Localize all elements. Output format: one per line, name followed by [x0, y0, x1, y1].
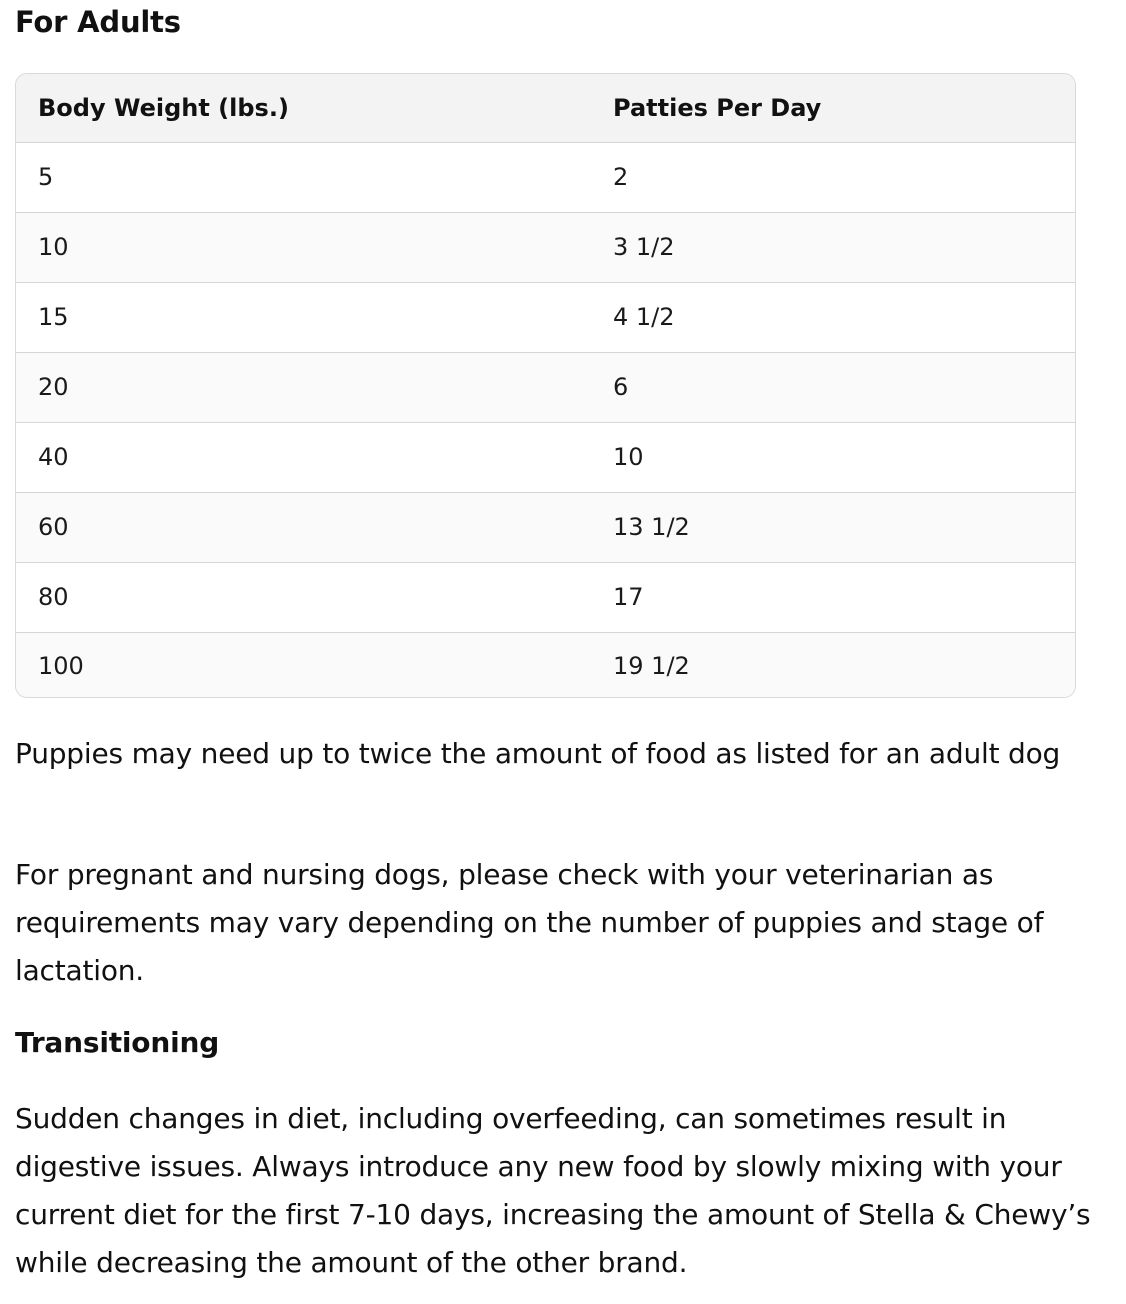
cell-body-weight: 20: [16, 352, 591, 422]
cell-body-weight: 15: [16, 282, 591, 352]
puppies-note: Puppies may need up to twice the amount of food as listed for an adult dog: [15, 737, 1061, 770]
feeding-table-container: [15, 73, 1076, 698]
cell-patties-per-day: 3 1/2: [591, 212, 1075, 282]
cell-patties-per-day: 10: [591, 422, 1075, 492]
table-row: [16, 492, 1075, 562]
table-row: [16, 142, 1075, 212]
cell-body-weight: 5: [16, 142, 591, 212]
section-title-for-adults: For Adults: [15, 5, 181, 39]
cell-patties-per-day: 2: [591, 142, 1075, 212]
cell-body-weight: 10: [16, 212, 591, 282]
feeding-table: [16, 74, 1075, 698]
cell-patties-per-day: 6: [591, 352, 1075, 422]
cell-patties-per-day: 13 1/2: [591, 492, 1075, 562]
table-row: [16, 282, 1075, 352]
table-row: [16, 352, 1075, 422]
table-header-row: [16, 74, 1075, 142]
pregnant-nursing-note: For pregnant and nursing dogs, please check with your veterinarian as requirements may vary depending on the number of puppies and stage of lactation.: [15, 858, 1044, 987]
header-body-weight: Body Weight (lbs.): [16, 74, 591, 142]
table-row: [16, 212, 1075, 282]
table-row: [16, 422, 1075, 492]
cell-patties-per-day: 19 1/2: [613, 651, 690, 680]
header-patties-per-day: Patties Per Day: [591, 74, 1075, 142]
cell-patties-per-day: 17: [591, 562, 1075, 632]
cell-patties-per-day: 4 1/2: [591, 282, 1075, 352]
table-row: [16, 562, 1075, 632]
section-title-transitioning: Transitioning: [15, 1026, 220, 1059]
transitioning-text: Sudden changes in diet, including overfeeding, can sometimes result in digestive issues. Always introduce any new food by slowly mixing with your current diet for the first 7-10 days, increasing the amount of Stella & Chewy’s while decreasing the amount of the other brand.: [15, 1102, 1091, 1279]
cell-body-weight: 100: [38, 651, 84, 680]
cell-body-weight: 80: [16, 562, 591, 632]
cell-body-weight: 40: [16, 422, 591, 492]
table-row: [16, 632, 1075, 698]
cell-body-weight: 60: [16, 492, 591, 562]
